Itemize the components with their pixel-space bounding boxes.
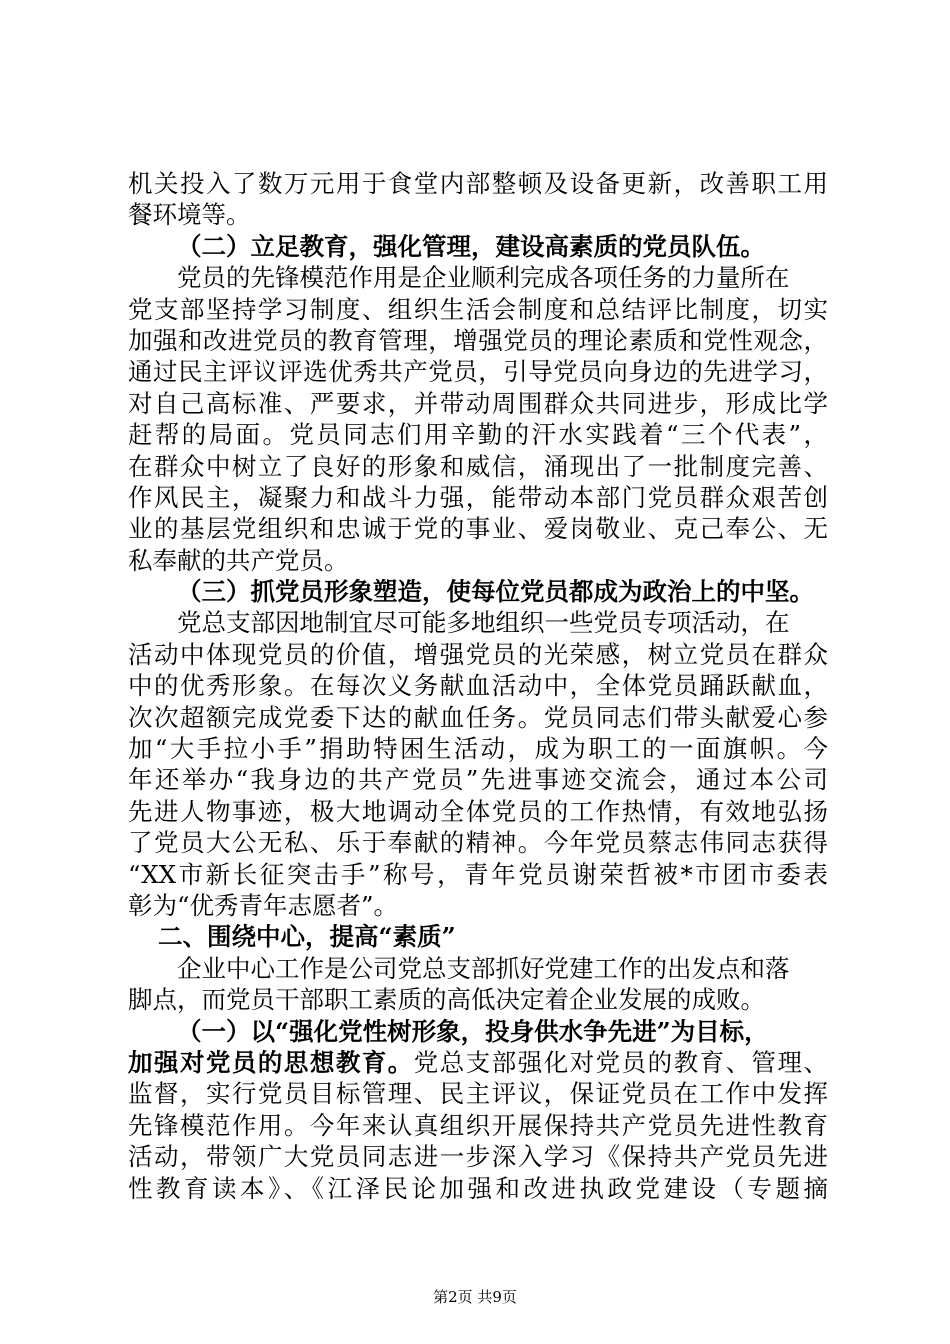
paragraph-line: 加“大手拉小手”捐助特困生活动，成为职工的一面旗帜。今 <box>128 734 828 764</box>
paragraph-line: “XX市新长征突击手”称号，青年党员谢荣哲被*市团市委表 <box>128 859 828 889</box>
paragraph-line: 作风民主，凝聚力和战斗力强，能带动本部门党员群众艰苦创 <box>128 482 828 512</box>
paragraph-line: 党总支部因地制宜尽可能多地组织一些党员专项活动，在 <box>177 608 790 638</box>
paragraph-line: 通过民主评议评选优秀共产党员，引导党员向身边的先进学习， <box>128 357 828 387</box>
page-footer: 第2页 共9页 <box>433 1288 517 1306</box>
paragraph-line: 餐环境等。 <box>128 200 251 230</box>
paragraph-text: 党总支部强化对党员的教育、管理、 <box>413 1047 829 1077</box>
paragraph-line: 活动，带领广大党员同志进一步深入学习《保持共产党员先进 <box>128 1142 828 1172</box>
paragraph-line: 赶帮的局面。党员同志们用辛勤的汗水实践着“三个代表”， <box>128 420 828 450</box>
paragraph-line: 业的基层党组织和忠诚于党的事业、爱岗敬业、克己奉公、无 <box>128 514 828 544</box>
paragraph-line: 先锋模范作用。今年来认真组织开展保持共产党员先进性教育 <box>128 1110 828 1140</box>
paragraph-line: 性教育读本》、《江泽民论加强和改进执政党建设（专题摘 <box>128 1173 828 1203</box>
paragraph-line: 了党员大公无私、乐于奉献的精神。今年党员蔡志伟同志获得 <box>128 828 828 858</box>
paragraph-line: 年还举办“我身边的共产党员”先进事迹交流会，通过本公司 <box>128 765 828 795</box>
paragraph-line: 在群众中树立了良好的形象和威信，涌现出了一批制度完善、 <box>128 451 828 481</box>
paragraph-line: 党员的先锋模范作用是企业顺利完成各项任务的力量所在 <box>177 263 790 293</box>
paragraph-line-mixed <box>128 1047 828 1078</box>
paragraph-line: 次次超额完成党委下达的献血任务。党员同志们带头献爱心参 <box>128 702 828 732</box>
paragraph-line: 活动中体现党员的价值，增强党员的光荣感，树立党员在群众 <box>128 639 828 669</box>
chapter-heading: 二、围绕中心，提高“素质” <box>158 922 456 952</box>
paragraph-line: 党支部坚持学习制度、组织生活会制度和总结评比制度，切实 <box>128 294 828 324</box>
section-heading: （一）以“强化党性树形象，投身供水争先进”为目标， <box>177 1016 769 1046</box>
paragraph-line: 先进人物事迹，极大地调动全体党员的工作热情，有效地弘扬 <box>128 796 828 826</box>
document-body <box>128 168 828 1204</box>
paragraph-line: 对自己高标准、严要求，并带动周围群众共同进步，形成比学 <box>128 388 828 418</box>
paragraph-line: 加强和改进党员的教育管理，增强党员的理论素质和党性观念， <box>128 325 828 355</box>
section-heading-tail: 加强对党员的思想教育。 <box>128 1047 414 1077</box>
section-heading: （三）抓党员形象塑造，使每位党员都成为政治上的中坚。 <box>177 577 814 607</box>
paragraph-line: 机关投入了数万元用于食堂内部整顿及设备更新，改善职工用 <box>128 169 828 198</box>
paragraph-line: 企业中心工作是公司党总支部抓好党建工作的出发点和落 <box>177 953 790 983</box>
paragraph-line: 中的优秀形象。在每次义务献血活动中，全体党员踊跃献血， <box>128 671 828 701</box>
paragraph-line: 私奉献的共产党员。 <box>128 545 349 575</box>
paragraph-line: 彰为“优秀青年志愿者”。 <box>128 890 399 920</box>
paragraph-line: 监督，实行党员目标管理、民主评议，保证党员在工作中发挥 <box>128 1079 828 1109</box>
paragraph-line: 脚点，而党员干部职工素质的高低决定着企业发展的成败。 <box>128 985 765 1015</box>
section-heading: （二）立足教育，强化管理，建设高素质的党员队伍。 <box>177 231 765 261</box>
